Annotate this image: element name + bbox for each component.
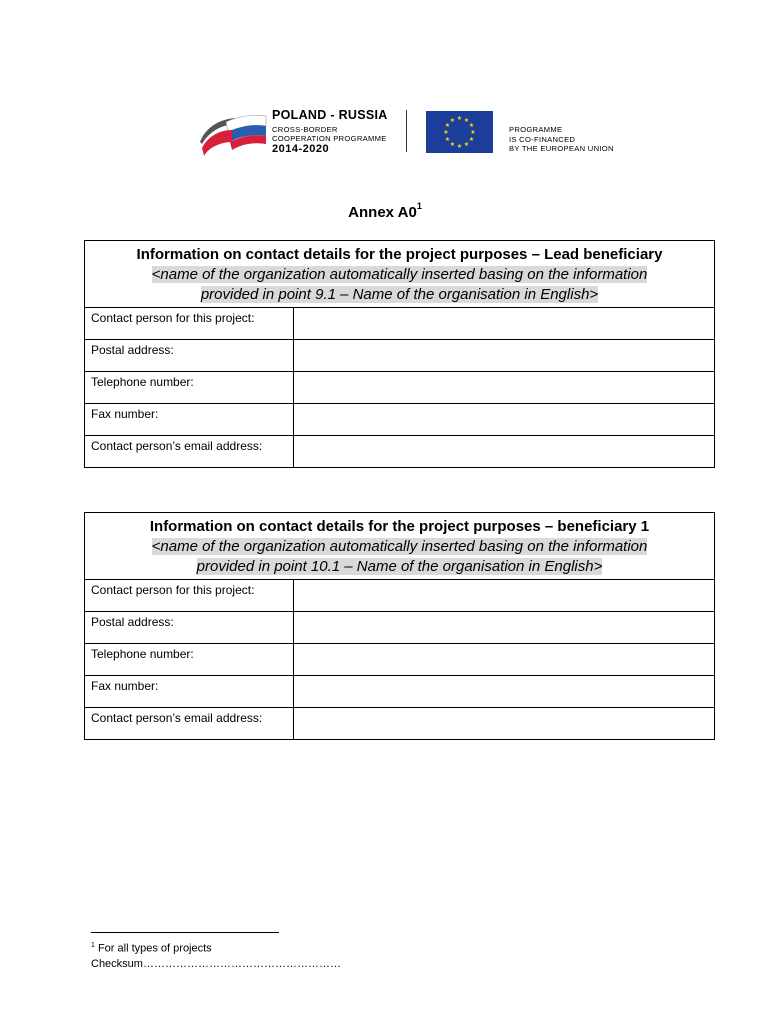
- eu-line-3: BY THE EUROPEAN UNION: [509, 144, 614, 153]
- svg-text:★: ★: [470, 129, 476, 136]
- programme-title: POLAND - RUSSIA: [272, 108, 388, 122]
- fax-label: Fax number:: [85, 404, 294, 436]
- svg-text:★: ★: [449, 117, 456, 124]
- table-row: [85, 404, 715, 436]
- annex-title: [0, 203, 770, 221]
- table-row: [85, 372, 715, 404]
- section-placeholder-line-1: <name of the organization automatically inserted basing on the information: [151, 538, 648, 555]
- contact-details-table: [84, 579, 715, 740]
- telephone-label: Telephone number:: [85, 644, 294, 676]
- svg-text:★: ★: [468, 122, 475, 129]
- table-row: [85, 676, 715, 708]
- email-label: Contact person’s email address:: [85, 436, 294, 468]
- svg-text:★: ★: [456, 143, 463, 150]
- svg-text:★: ★: [463, 117, 470, 124]
- email-label: Contact person’s email address:: [85, 708, 294, 740]
- svg-text:★: ★: [449, 141, 456, 148]
- annex-title-text: Annex A0: [348, 204, 417, 221]
- eu-line-2: IS CO-FINANCED: [509, 134, 576, 144]
- programme-emblem-icon: [198, 112, 268, 156]
- eu-cofinance-text: [509, 125, 614, 154]
- logo-divider: [406, 110, 407, 152]
- postal-address-label: Postal address:: [85, 612, 294, 644]
- telephone-field[interactable]: [294, 372, 715, 404]
- svg-text:★: ★: [456, 115, 463, 122]
- telephone-field[interactable]: [294, 644, 715, 676]
- table-row: [85, 708, 715, 740]
- fax-label: Fax number:: [85, 676, 294, 708]
- svg-text:★: ★: [444, 136, 451, 143]
- email-field[interactable]: [294, 708, 715, 740]
- postal-address-label: Postal address:: [85, 340, 294, 372]
- contact-person-label: Contact person for this project:: [85, 580, 294, 612]
- telephone-label: Telephone number:: [85, 372, 294, 404]
- eu-flag-icon: [426, 111, 493, 153]
- svg-text:★: ★: [468, 136, 475, 143]
- svg-text:★: ★: [463, 141, 470, 148]
- section-header: [84, 512, 715, 579]
- eu-line-1: PROGRAMME: [509, 125, 563, 134]
- beneficiary-1-section: [84, 512, 715, 740]
- programme-logo: [198, 106, 398, 156]
- footnote-separator: [91, 932, 279, 933]
- contact-person-field[interactable]: [294, 308, 715, 340]
- contact-details-table: [84, 307, 715, 468]
- fax-field[interactable]: [294, 404, 715, 436]
- table-row: [85, 436, 715, 468]
- programme-subtitle-1: CROSS-BORDER: [272, 125, 338, 134]
- contact-person-field[interactable]: [294, 580, 715, 612]
- section-placeholder-line-2: provided in point 10.1 – Name of the organisation in English>: [196, 558, 603, 575]
- programme-subtitle-2: COOPERATION PROGRAMME: [272, 134, 387, 143]
- contact-person-label: Contact person for this project:: [85, 308, 294, 340]
- table-row: [85, 612, 715, 644]
- fax-field[interactable]: [294, 676, 715, 708]
- table-row: [85, 340, 715, 372]
- svg-text:★: ★: [443, 129, 449, 136]
- svg-text:★: ★: [444, 122, 451, 129]
- email-field[interactable]: [294, 436, 715, 468]
- table-row: [85, 644, 715, 676]
- postal-address-field[interactable]: [294, 612, 715, 644]
- footnote-number: 1: [91, 942, 95, 949]
- table-row: [85, 308, 715, 340]
- lead-beneficiary-section: [84, 240, 715, 468]
- section-placeholder-line-1: <name of the organization automatically inserted basing on the information: [151, 266, 648, 283]
- section-placeholder-line-2: provided in point 9.1 – Name of the organisation in English>: [200, 286, 599, 303]
- footnote-text: For all types of projects: [94, 942, 212, 955]
- footnote: [91, 938, 341, 972]
- section-title: Information on contact details for the project purposes – beneficiary 1: [149, 518, 650, 535]
- table-row: [85, 580, 715, 612]
- section-title: Information on contact details for the project purposes – Lead beneficiary: [136, 246, 663, 263]
- annex-footnote-ref: 1: [416, 201, 422, 211]
- programme-years: 2014-2020: [272, 143, 330, 155]
- postal-address-field[interactable]: [294, 340, 715, 372]
- checksum-line: Checksum………………………………………………: [91, 957, 341, 970]
- section-header: [84, 240, 715, 307]
- footnote-line: [91, 938, 341, 957]
